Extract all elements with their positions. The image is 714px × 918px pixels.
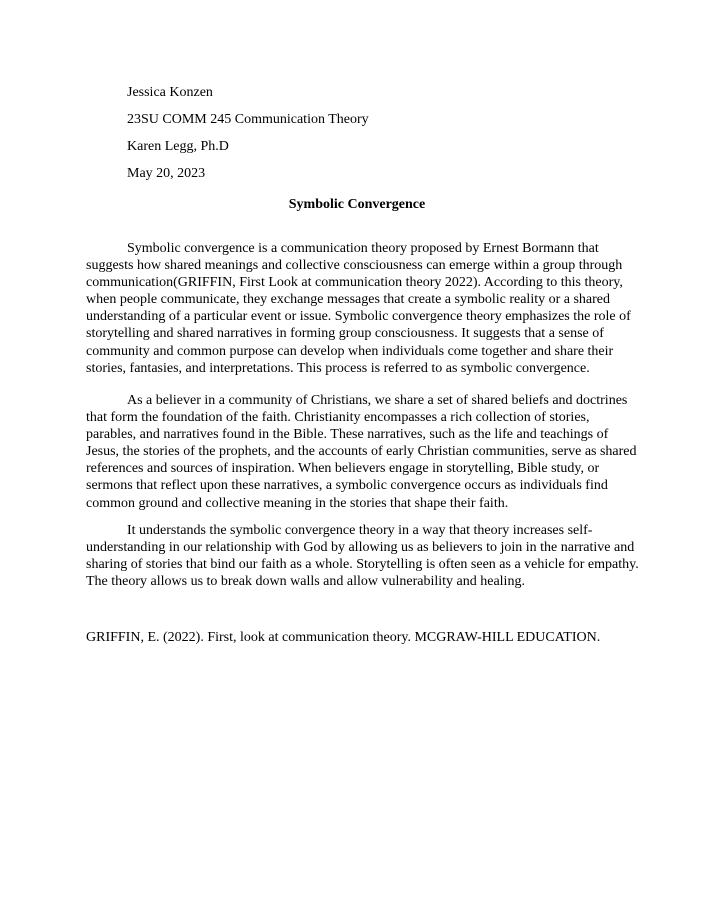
instructor-name: Karen Legg, Ph.D (127, 139, 229, 154)
body-paragraph-2 (86, 392, 642, 512)
document-date: May 20, 2023 (127, 166, 206, 181)
body-paragraph-3 (86, 522, 642, 590)
reference-citation: GRIFFIN, E. (2022). First, look at communication theory. MCGRAW-HILL EDUCATION. (86, 630, 601, 645)
document-title: Symbolic Convergence (288, 197, 426, 212)
header-block (127, 84, 369, 192)
paragraph-text: As a believer in a community of Christians, we share a set of shared beliefs and doctrines that form the foundation of the faith. Christianity encompasses a rich collection of stories, parables, and narratives found in the Bible. These narratives, such as the life and teachings of Jesus, the stories of the prophets, and the accounts of early Christian communities, serve as shared references and sources of inspiration. When believers engage in storytelling, Bible study, or sermons that reflect upon these narratives, a symbolic convergence occurs as individuals find common ground and collective meaning in the stories that shape their faith. (86, 393, 637, 511)
author-name: Jessica Konzen (127, 85, 213, 100)
paragraph-text: It understands the symbolic convergence theory in a way that theory increases self-understanding in our relationship with God by allowing us as believers to join in the narrative and sharing of stories that bind our faith as a whole. Storytelling is often seen as a vehicle for empathy. The theory allows us to break down walls and allow vulnerability and healing. (86, 523, 639, 590)
course-name: 23SU COMM 245 Communication Theory (127, 112, 369, 127)
body-paragraph-1 (86, 240, 642, 377)
paragraph-text: Symbolic convergence is a communication theory proposed by Ernest Bormann that suggests how shared meanings and collective consciousness can emerge within a group through communication(GRIFFIN, First Look at communication theory 2022). According to this theory, when people communicate, they exchange messages that create a symbolic reality or a shared understanding of a particular event or issue. Symbolic convergence theory emphasizes the role of storytelling and shared narratives in forming group consciousness. It suggests that a sense of community and common purpose can develop when individuals come together and share their stories, fantasies, and interpretations. This process is referred to as symbolic convergence. (86, 241, 631, 376)
